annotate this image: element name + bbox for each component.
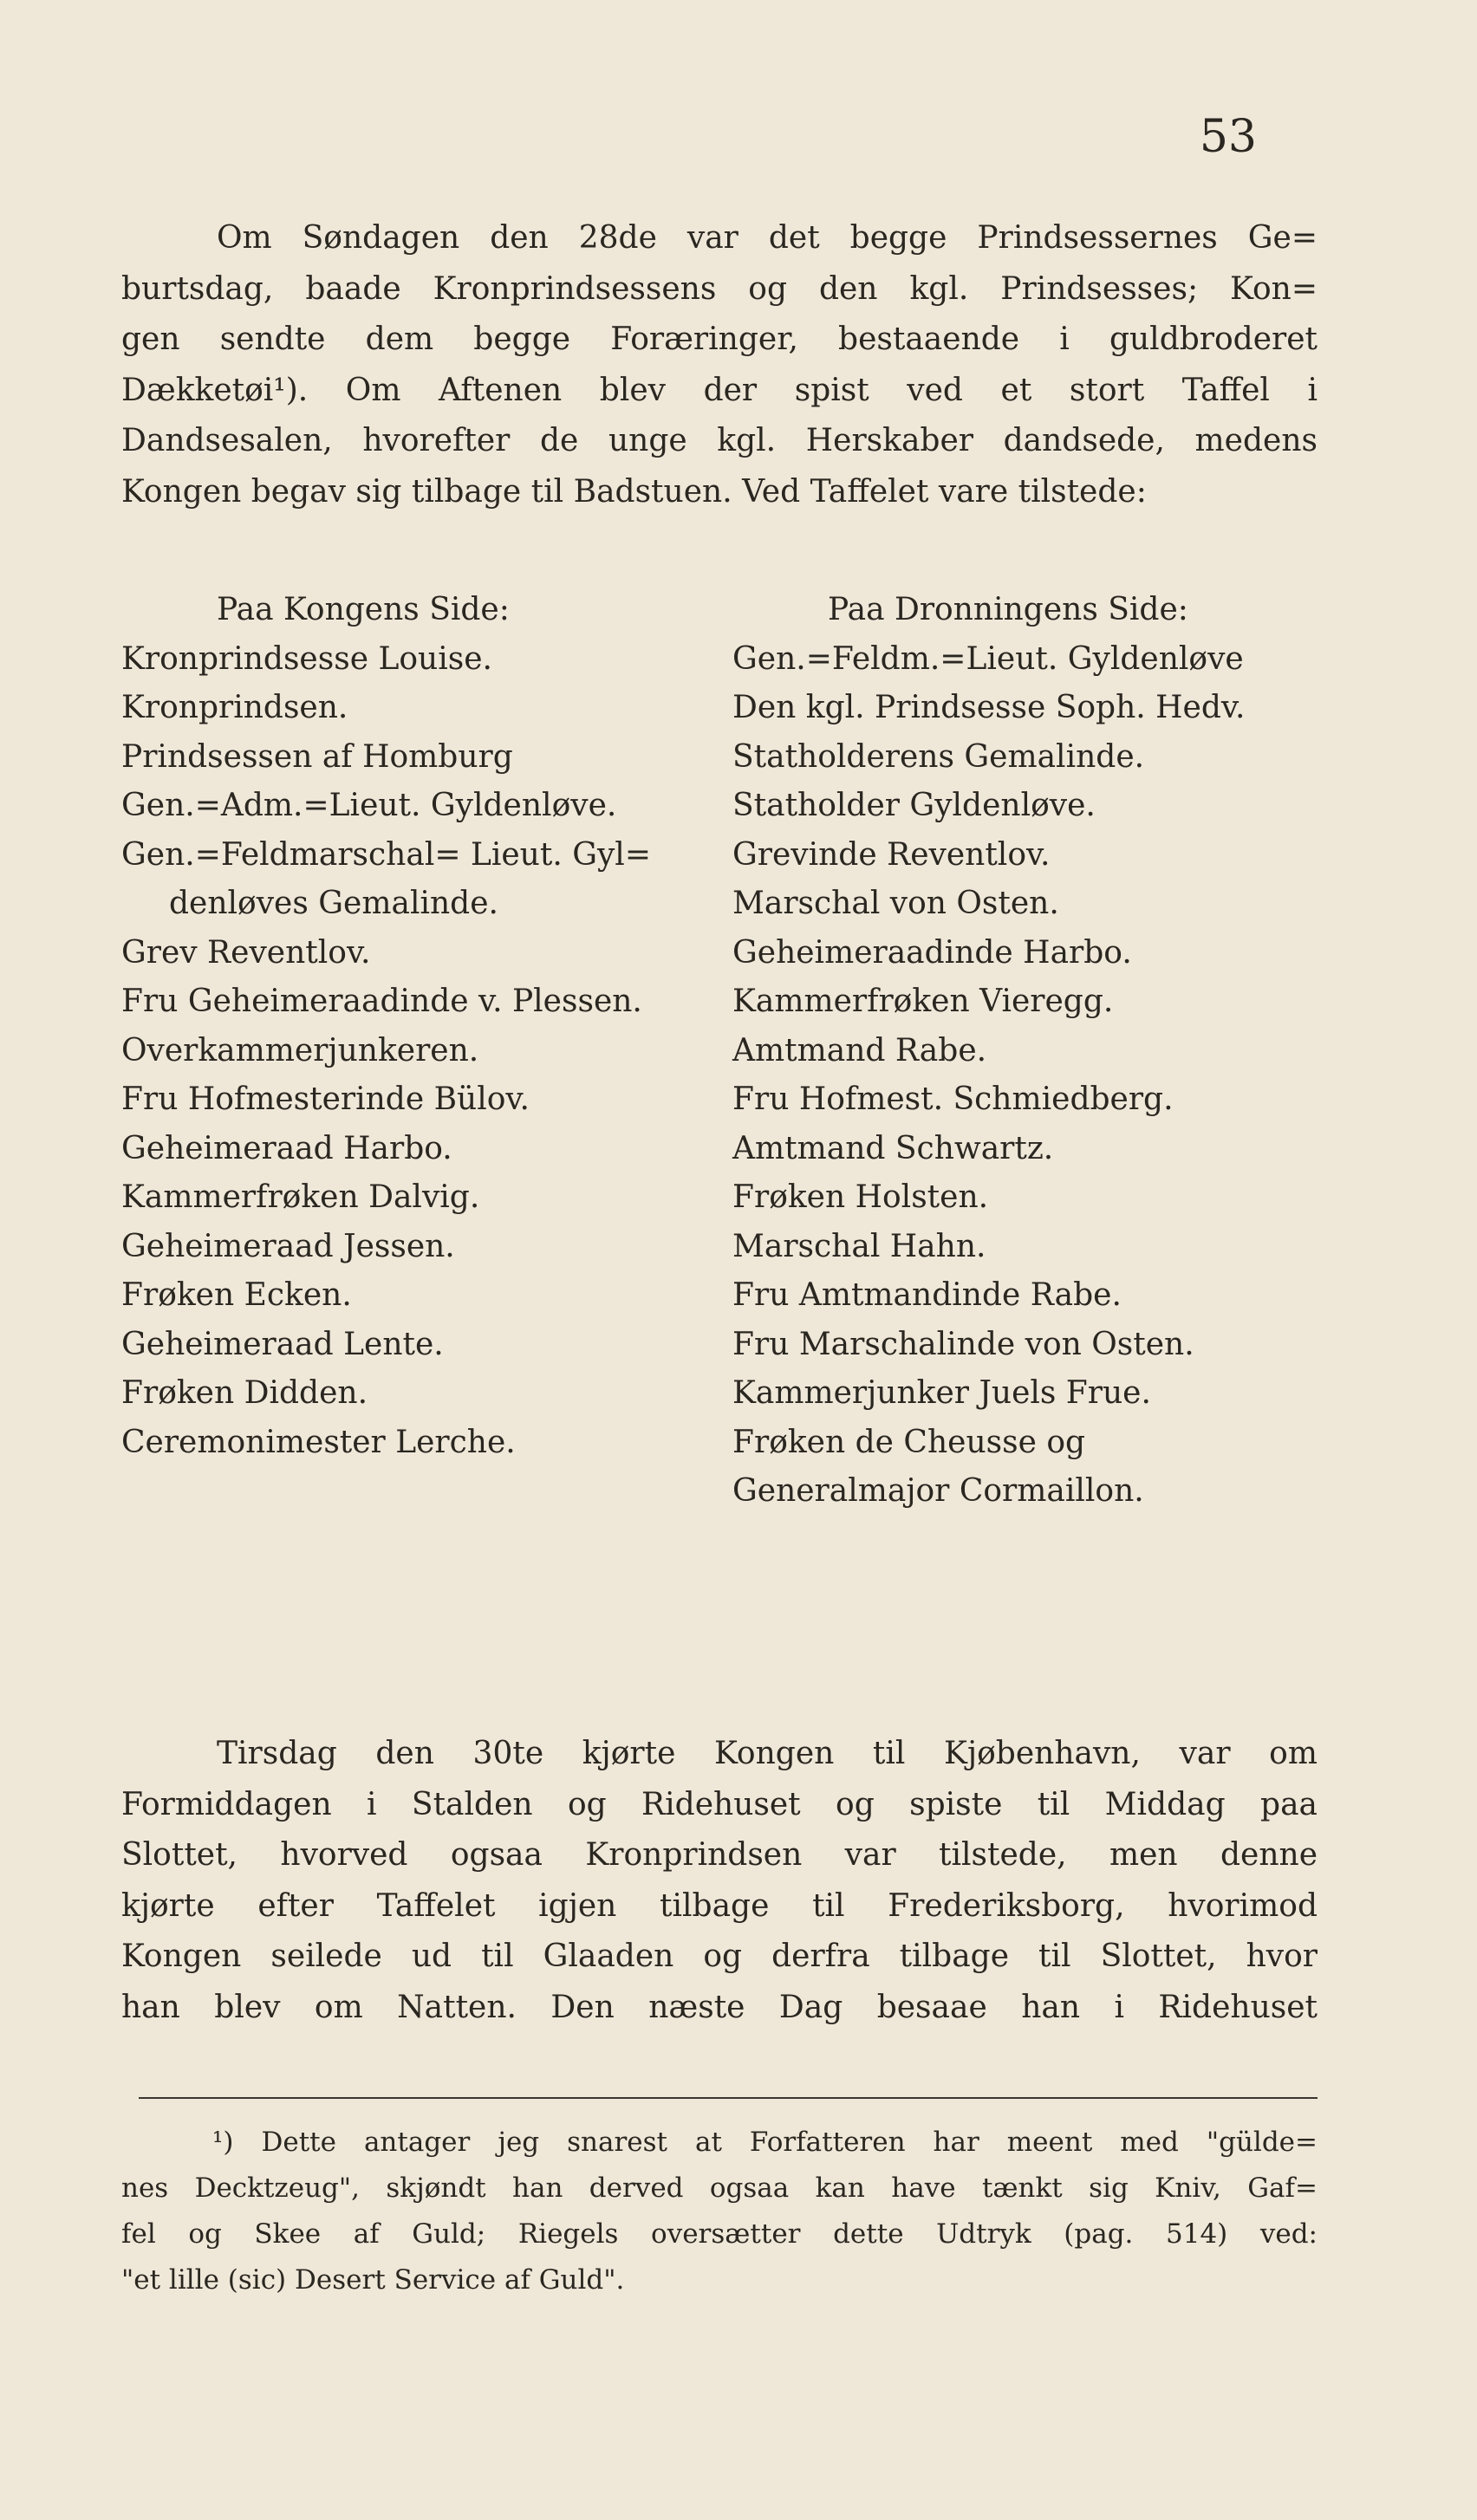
paragraph2-line: Slottet, hvorved ogsaa Kronprindsen var tilstede, men denne (121, 1837, 1318, 1873)
footnote (121, 2120, 1318, 2303)
queens-side-entry: Statholderens Gemalinde. (732, 738, 1145, 775)
kings-side-entry: Frøken Ecken. (121, 1277, 352, 1313)
kings-side-entry: Gen.=Adm.=Lieut. Gyldenløve. (121, 788, 617, 823)
footnote-line: ¹) Dette antager jeg snarest at Forfatteren har meent med "gülde= (212, 2127, 1318, 2158)
kings-side-entry: Geheimeraad Harbo. (121, 1130, 452, 1166)
kings-side-entry: Geheimeraad Lente. (121, 1326, 444, 1362)
footnote-divider (139, 2097, 1318, 2099)
queens-side-entry: Kammerjunker Juels Frue. (732, 1375, 1151, 1411)
queens-side-entry: Geheimeraadinde Harbo. (732, 934, 1132, 971)
paragraph2-line: Formiddagen i Stalden og Ridehuset og spiste til Middag paa (121, 1786, 1318, 1822)
footnote-line: fel og Skee af Guld; Riegels oversætter dette Udtryk (pag. 514) ved: (121, 2218, 1318, 2250)
page-number: 53 (1199, 111, 1257, 163)
queens-side-entry: Amtmand Schwartz. (732, 1130, 1054, 1166)
queens-side-entry: Fru Hofmest. Schmiedberg. (732, 1081, 1174, 1117)
kings-side-entry: Grev Reventlov. (121, 934, 371, 971)
kings-side-entry: Fru Hofmesterinde Bülov. (121, 1081, 530, 1117)
queens-side-entry: Gen.=Feldm.=Lieut. Gyldenløve (732, 640, 1244, 677)
kings-side-entry: Frøken Didden. (121, 1375, 368, 1411)
queens-side-entry: Amtmand Rabe. (732, 1032, 987, 1068)
queens-side-entry: Marschal von Osten. (732, 886, 1059, 921)
kings-side-entry: Overkammerjunkeren. (121, 1032, 479, 1068)
kings-side-entry: Ceremonimester Lerche. (121, 1424, 516, 1460)
queens-side-entry: Statholder Gyldenløve. (732, 788, 1096, 823)
paragraph1-line: burtsdag, baade Kronprindsessens og den kgl. Prindsesses; Kon= (121, 270, 1318, 307)
kings-side-entry: Kronprindsen. (121, 690, 348, 725)
kings-side-entry: Kammerfrøken Dalvig. (121, 1179, 480, 1215)
queens-side-entry: Frøken Holsten. (732, 1179, 989, 1215)
queens-side-entry: Den kgl. Prindsesse Soph. Hedv. (732, 690, 1246, 725)
queens-side-entry: Fru Marschalinde von Osten. (732, 1326, 1194, 1362)
kings-side-entry: denløves Gemalinde. (169, 886, 498, 921)
paragraph1-line: Dækketøi¹). Om Aftenen blev der spist ved et stort Taffel i (121, 372, 1318, 408)
queens-side-column (732, 586, 1318, 1517)
kings-side-entry: Fru Geheimeraadinde v. Plessen. (121, 984, 642, 1019)
paragraph1-line: Om Søndagen den 28de var det begge Prindsessernes Ge= (217, 220, 1318, 256)
paragraph2-line: kjørte efter Taffelet igjen tilbage til Frederiksborg, hvorimod (121, 1887, 1318, 1924)
footnote-line: "et lille (sic) Desert Service af Guld". (121, 2264, 625, 2296)
kings-side-column (121, 586, 693, 1467)
kings-side-header: Paa Kongens Side: (217, 592, 510, 627)
paragraph1-line: gen sendte dem begge Foræringer, bestaaende i guldbroderet (121, 321, 1318, 357)
queens-side-entry: Frøken de Cheusse og (732, 1424, 1086, 1460)
kings-side-entry: Kronprindsesse Louise. (121, 640, 492, 677)
paragraph1-line: Dandsesalen, hvorefter de unge kgl. Herskaber dandsede, medens (121, 423, 1318, 458)
paragraph2-line: Kongen seilede ud til Glaaden og derfra tilbage til Slottet, hvor (121, 1939, 1318, 1974)
paragraph2-line: Tirsdag den 30te kjørte Kongen til Kjøbenhavn, var om (217, 1736, 1318, 1771)
paragraph-tuesday (121, 1729, 1318, 2033)
queens-side-entry: Fru Amtmandinde Rabe. (732, 1277, 1122, 1313)
queens-side-entry: Marschal Hahn. (732, 1228, 986, 1264)
paragraph2-line: han blev om Natten. Den næste Dag besaae han i Ridehuset (121, 1989, 1318, 2025)
queens-side-entry: Generalmajor Cormaillon. (732, 1473, 1144, 1509)
queens-side-entry: Grevinde Reventlov. (732, 836, 1051, 873)
footnote-line: nes Decktzeug", skjøndt han derved ogsaa kan have tænkt sig Kniv, Gaf= (121, 2173, 1318, 2204)
kings-side-entry: Gen.=Feldmarschal= Lieut. Gyl= (121, 836, 651, 873)
kings-side-entry: Prindsessen af Homburg (121, 738, 513, 775)
paragraph-birthday (121, 213, 1318, 517)
paragraph1-line: Kongen begav sig tilbage til Badstuen. Ved Taffelet vare tilstede: (121, 473, 1147, 510)
kings-side-entry: Geheimeraad Jessen. (121, 1228, 455, 1264)
queens-side-entry: Kammerfrøken Vieregg. (732, 984, 1114, 1019)
queens-side-header: Paa Dronningens Side: (828, 592, 1188, 627)
